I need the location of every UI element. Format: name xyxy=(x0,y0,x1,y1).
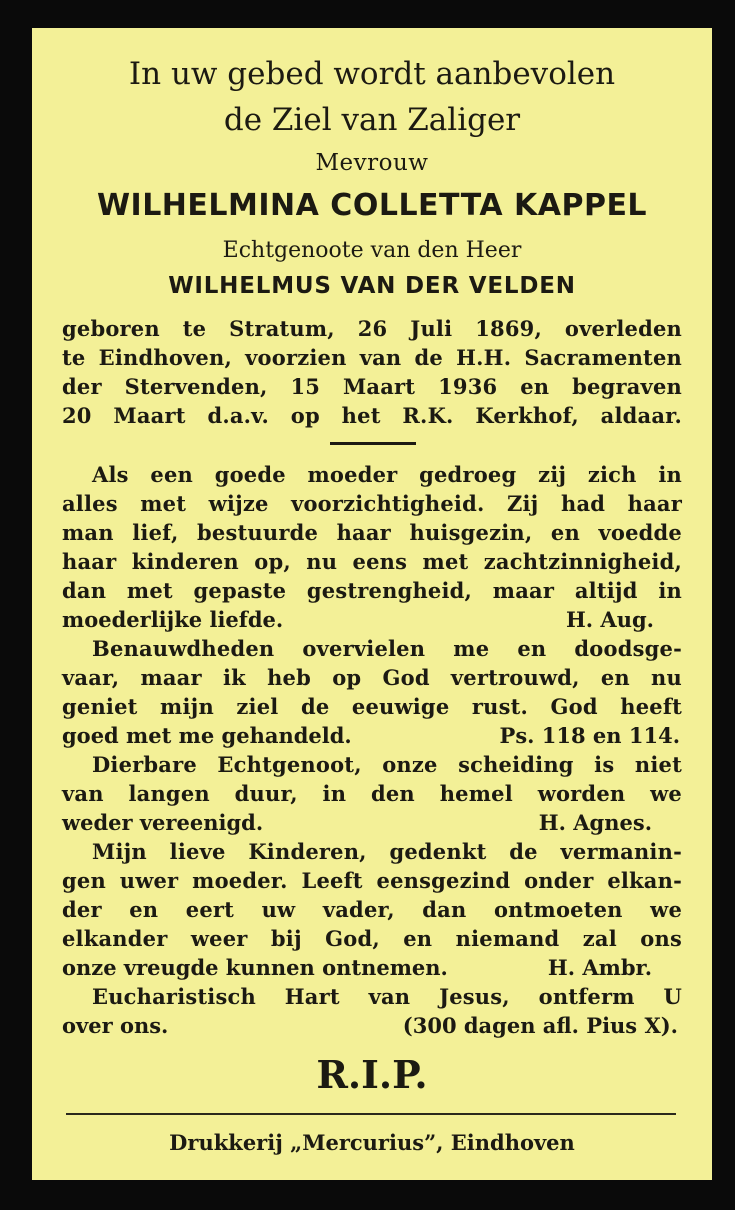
text-line: goed met me gehandeld. xyxy=(62,723,352,748)
text-line-attributed xyxy=(62,953,682,983)
memorial-card xyxy=(32,28,712,1180)
bio-line: geboren te Stratum, 26 Juli 1869, overleden xyxy=(62,316,682,341)
divider xyxy=(66,1113,676,1115)
text-line: haar kinderen op, nu eens met zachtzinnigheid, xyxy=(62,549,682,574)
text-line: Eucharistisch Hart van Jesus, ontferm U xyxy=(92,984,682,1009)
text-line: over ons. xyxy=(62,1013,169,1038)
text-line: Dierbare Echtgenoot, onze scheiding is niet xyxy=(92,752,682,777)
text-line: Benauwdheden overvielen me en doodsge- xyxy=(92,636,682,661)
text-line-attributed xyxy=(62,721,682,751)
printer-credit: Drukkerij „Mercurius”, Eindhoven xyxy=(169,1130,575,1155)
spouse-label: Echtgenoote van den Heer xyxy=(222,238,522,263)
text-line-attributed xyxy=(62,1011,682,1041)
spouse-name: WILHELMUS VAN DER VELDEN xyxy=(168,273,576,299)
text-line-attributed xyxy=(62,808,682,838)
text-line: Als een goede moeder gedroeg zij zich in xyxy=(92,462,682,487)
quote-source: (300 dagen afl. Pius X). xyxy=(402,1013,678,1038)
text-line: der en eert uw vader, dan ontmoeten we xyxy=(62,897,682,922)
text-line: alles met wijze voorzichtigheid. Zij had haar xyxy=(62,491,682,516)
text-line: dan met gepaste gestrengheid, maar altijd in xyxy=(62,578,682,603)
quote-source: H. Aug. xyxy=(565,607,654,632)
text-line: Mijn lieve Kinderen, gedenkt de vermanin- xyxy=(92,839,682,864)
divider xyxy=(330,442,416,445)
bio-line: 20 Maart d.a.v. op het R.K. Kerkhof, aldaar. xyxy=(62,403,682,428)
bio-line: te Eindhoven, voorzien van de H.H. Sacramenten xyxy=(62,345,682,370)
text-line: vaar, maar ik heb op God vertrouwd, en nu xyxy=(62,665,682,690)
honorific: Mevrouw xyxy=(315,150,429,176)
text-line: geniet mijn ziel de eeuwige rust. God heeft xyxy=(62,694,682,719)
quote-source: H. Ambr. xyxy=(547,955,652,980)
deceased-name: WILHELMINA COLLETTA KAPPEL xyxy=(96,188,648,223)
quote-source: H. Agnes. xyxy=(538,810,652,835)
bio-line: der Stervenden, 15 Maart 1936 en begraven xyxy=(62,374,682,399)
text-line: man lief, bestuurde haar huisgezin, en voedde xyxy=(62,520,682,545)
text-line-attributed xyxy=(62,605,682,635)
rip-text: R.I.P. xyxy=(316,1052,428,1097)
intro-line-2: de Ziel van Zaliger xyxy=(223,102,521,138)
text-line: van langen duur, in den hemel worden we xyxy=(62,781,682,806)
intro-line-1: In uw gebed wordt aanbevolen xyxy=(128,56,616,92)
text-line: elkander weer bij God, en niemand zal ons xyxy=(62,926,682,951)
quote-source: Ps. 118 en 114. xyxy=(499,723,680,748)
text-line: weder vereenigd. xyxy=(62,810,264,835)
text-line: onze vreugde kunnen ontnemen. xyxy=(62,955,448,980)
text-line: moederlijke liefde. xyxy=(62,607,284,632)
text-line: gen uwer moeder. Leeft eensgezind onder elkan- xyxy=(62,868,682,893)
